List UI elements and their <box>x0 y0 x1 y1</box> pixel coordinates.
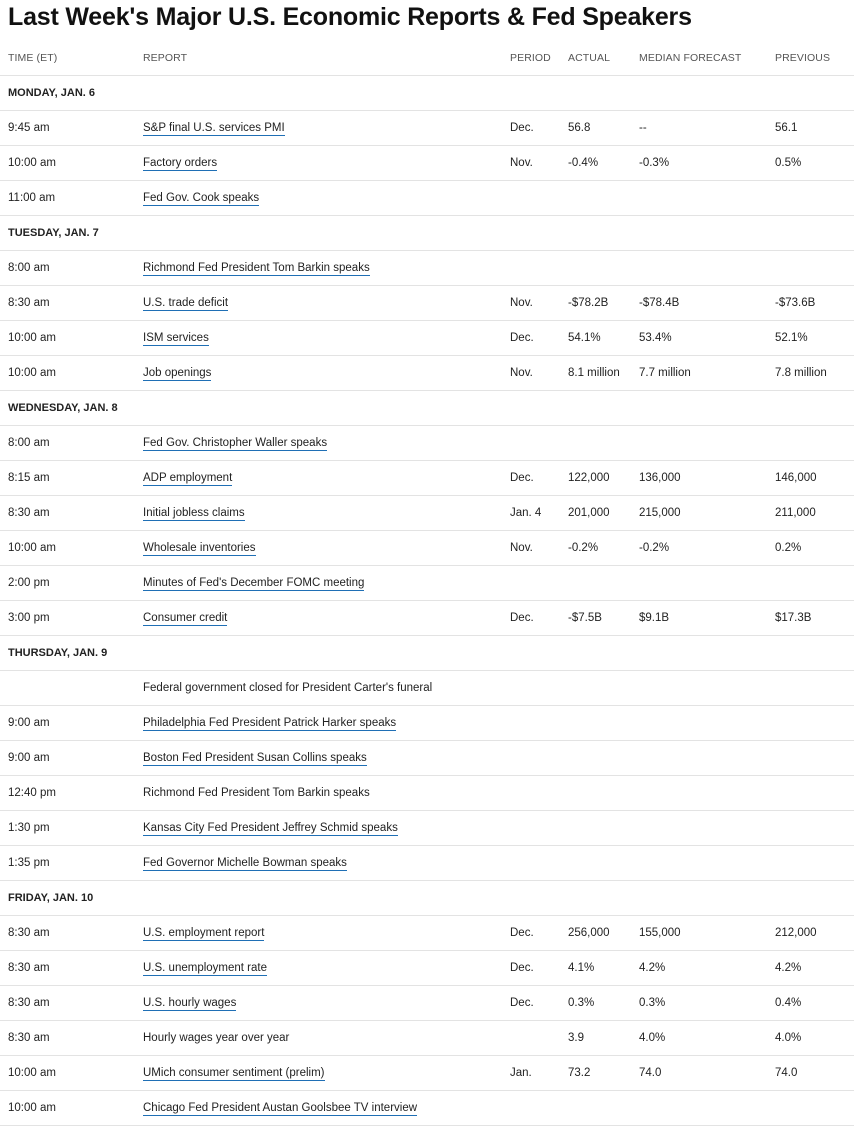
report-text: Richmond Fed President Tom Barkin speaks <box>143 787 370 799</box>
day-label: WEDNESDAY, JAN. 8 <box>0 391 854 426</box>
report-link[interactable]: U.S. hourly wages <box>143 997 237 1009</box>
forecast-cell: 155,000 <box>639 916 775 951</box>
time-cell: 3:00 pm <box>0 601 143 636</box>
column-header-actual: ACTUAL <box>568 41 639 76</box>
report-cell <box>143 566 510 601</box>
report-cell <box>143 181 510 216</box>
period-cell: Dec. <box>510 601 568 636</box>
time-cell: 1:30 pm <box>0 811 143 846</box>
forecast-cell: 4.0% <box>639 1021 775 1056</box>
report-link[interactable]: S&P final U.S. services PMI <box>143 122 285 134</box>
report-link[interactable]: Factory orders <box>143 157 218 169</box>
previous-cell <box>775 566 854 601</box>
report-link[interactable]: U.S. unemployment rate <box>143 962 268 974</box>
actual-cell: 73.2 <box>568 1056 639 1091</box>
time-cell: 11:00 am <box>0 181 143 216</box>
time-cell: 8:30 am <box>0 916 143 951</box>
report-link[interactable]: U.S. trade deficit <box>143 297 229 309</box>
report-cell <box>143 986 510 1021</box>
table-row <box>0 1056 854 1091</box>
report-link[interactable]: Wholesale inventories <box>143 542 256 554</box>
time-cell: 9:00 am <box>0 706 143 741</box>
day-header-row <box>0 881 854 916</box>
period-cell <box>510 811 568 846</box>
actual-cell <box>568 426 639 461</box>
report-link[interactable]: Fed Governor Michelle Bowman speaks <box>143 857 347 869</box>
forecast-cell: -$78.4B <box>639 286 775 321</box>
table-row <box>0 566 854 601</box>
report-cell <box>143 461 510 496</box>
time-cell: 1:35 pm <box>0 846 143 881</box>
table-row <box>0 1091 854 1126</box>
actual-cell: -$78.2B <box>568 286 639 321</box>
table-row <box>0 776 854 811</box>
report-cell <box>143 146 510 181</box>
table-body <box>0 76 854 1126</box>
day-header-row <box>0 76 854 111</box>
previous-cell: 146,000 <box>775 461 854 496</box>
report-link[interactable]: Philadelphia Fed President Patrick Harker speaks <box>143 717 397 729</box>
report-cell <box>143 916 510 951</box>
report-cell <box>143 846 510 881</box>
time-cell: 10:00 am <box>0 146 143 181</box>
report-link[interactable]: Fed Gov. Cook speaks <box>143 192 260 204</box>
report-link[interactable]: Fed Gov. Christopher Waller speaks <box>143 437 328 449</box>
previous-cell: 0.2% <box>775 531 854 566</box>
time-cell: 2:00 pm <box>0 566 143 601</box>
period-cell: Dec. <box>510 986 568 1021</box>
forecast-cell: -0.3% <box>639 146 775 181</box>
previous-cell: 74.0 <box>775 1056 854 1091</box>
report-cell <box>143 951 510 986</box>
report-cell <box>143 671 510 706</box>
table-row <box>0 741 854 776</box>
report-link[interactable]: ADP employment <box>143 472 233 484</box>
report-link[interactable]: Boston Fed President Susan Collins speaks <box>143 752 367 764</box>
report-link[interactable]: Minutes of Fed's December FOMC meeting <box>143 577 365 589</box>
period-cell <box>510 846 568 881</box>
previous-cell: $17.3B <box>775 601 854 636</box>
actual-cell: 4.1% <box>568 951 639 986</box>
report-cell <box>143 111 510 146</box>
time-cell: 9:00 am <box>0 741 143 776</box>
actual-cell: 54.1% <box>568 321 639 356</box>
previous-cell: 211,000 <box>775 496 854 531</box>
period-cell <box>510 706 568 741</box>
previous-cell: 7.8 million <box>775 356 854 391</box>
time-cell: 8:30 am <box>0 1021 143 1056</box>
period-cell <box>510 566 568 601</box>
table-row <box>0 146 854 181</box>
previous-cell <box>775 251 854 286</box>
day-header-row <box>0 391 854 426</box>
report-cell <box>143 1091 510 1126</box>
table-row <box>0 496 854 531</box>
table-row <box>0 811 854 846</box>
time-cell: 8:00 am <box>0 251 143 286</box>
time-cell: 10:00 am <box>0 531 143 566</box>
time-cell: 8:30 am <box>0 951 143 986</box>
actual-cell <box>568 1091 639 1126</box>
table-row <box>0 356 854 391</box>
table-row <box>0 601 854 636</box>
table-row <box>0 916 854 951</box>
table-row <box>0 531 854 566</box>
actual-cell: 122,000 <box>568 461 639 496</box>
previous-cell <box>775 706 854 741</box>
previous-cell <box>775 671 854 706</box>
report-link[interactable]: U.S. employment report <box>143 927 265 939</box>
forecast-cell <box>639 741 775 776</box>
table-row <box>0 1021 854 1056</box>
forecast-cell <box>639 811 775 846</box>
report-cell <box>143 286 510 321</box>
time-cell: 10:00 am <box>0 321 143 356</box>
period-cell: Dec. <box>510 111 568 146</box>
forecast-cell: -0.2% <box>639 531 775 566</box>
table-row <box>0 251 854 286</box>
report-cell <box>143 251 510 286</box>
table-row <box>0 321 854 356</box>
day-label: FRIDAY, JAN. 10 <box>0 881 854 916</box>
actual-cell <box>568 566 639 601</box>
actual-cell: -$7.5B <box>568 601 639 636</box>
previous-cell: 52.1% <box>775 321 854 356</box>
period-cell <box>510 426 568 461</box>
report-cell <box>143 741 510 776</box>
previous-cell: -$73.6B <box>775 286 854 321</box>
forecast-cell <box>639 1091 775 1126</box>
actual-cell: 8.1 million <box>568 356 639 391</box>
period-cell: Dec. <box>510 916 568 951</box>
column-header-report: REPORT <box>143 41 510 76</box>
column-header-previous: PREVIOUS <box>775 41 854 76</box>
report-link[interactable]: Chicago Fed President Austan Goolsbee TV interview <box>143 1102 418 1114</box>
forecast-cell <box>639 181 775 216</box>
table-row <box>0 286 854 321</box>
report-link[interactable]: ISM services <box>143 332 209 344</box>
actual-cell: 3.9 <box>568 1021 639 1056</box>
period-cell <box>510 251 568 286</box>
actual-cell <box>568 251 639 286</box>
table-row <box>0 846 854 881</box>
forecast-cell <box>639 251 775 286</box>
period-cell <box>510 671 568 706</box>
previous-cell <box>775 776 854 811</box>
forecast-cell: 74.0 <box>639 1056 775 1091</box>
report-text: Hourly wages year over year <box>143 1032 290 1044</box>
forecast-cell: 136,000 <box>639 461 775 496</box>
previous-cell <box>775 846 854 881</box>
previous-cell <box>775 1091 854 1126</box>
previous-cell: 0.4% <box>775 986 854 1021</box>
period-cell: Dec. <box>510 321 568 356</box>
time-cell: 10:00 am <box>0 1091 143 1126</box>
forecast-cell: 0.3% <box>639 986 775 1021</box>
previous-cell: 4.0% <box>775 1021 854 1056</box>
actual-cell: 0.3% <box>568 986 639 1021</box>
report-cell <box>143 706 510 741</box>
forecast-cell <box>639 566 775 601</box>
time-cell: 9:45 am <box>0 111 143 146</box>
forecast-cell: 7.7 million <box>639 356 775 391</box>
table-row <box>0 986 854 1021</box>
day-label: THURSDAY, JAN. 9 <box>0 636 854 671</box>
actual-cell: 256,000 <box>568 916 639 951</box>
previous-cell <box>775 181 854 216</box>
table-row <box>0 426 854 461</box>
day-header-row <box>0 636 854 671</box>
period-cell: Nov. <box>510 356 568 391</box>
period-cell <box>510 776 568 811</box>
previous-cell: 56.1 <box>775 111 854 146</box>
time-cell: 8:30 am <box>0 986 143 1021</box>
report-cell <box>143 496 510 531</box>
table-row <box>0 181 854 216</box>
period-cell: Nov. <box>510 286 568 321</box>
actual-cell: 201,000 <box>568 496 639 531</box>
period-cell: Dec. <box>510 951 568 986</box>
time-cell: 8:15 am <box>0 461 143 496</box>
time-cell <box>0 671 143 706</box>
forecast-cell <box>639 776 775 811</box>
period-cell: Nov. <box>510 146 568 181</box>
table-row <box>0 706 854 741</box>
page-title: Last Week's Major U.S. Economic Reports & Fed Speakers <box>8 3 692 31</box>
report-link[interactable]: Initial jobless claims <box>143 507 245 519</box>
previous-cell <box>775 811 854 846</box>
actual-cell: 56.8 <box>568 111 639 146</box>
report-cell <box>143 356 510 391</box>
forecast-cell <box>639 426 775 461</box>
actual-cell: -0.2% <box>568 531 639 566</box>
time-cell: 12:40 pm <box>0 776 143 811</box>
report-text: Federal government closed for President Carter's funeral <box>143 682 433 694</box>
report-link[interactable]: Consumer credit <box>143 612 228 624</box>
table-row <box>0 951 854 986</box>
day-label: TUESDAY, JAN. 7 <box>0 216 854 251</box>
period-cell: Dec. <box>510 461 568 496</box>
forecast-cell <box>639 706 775 741</box>
report-link[interactable]: UMich consumer sentiment (prelim) <box>143 1067 325 1079</box>
period-cell <box>510 1091 568 1126</box>
time-cell: 8:30 am <box>0 496 143 531</box>
period-cell <box>510 741 568 776</box>
report-link[interactable]: Kansas City Fed President Jeffrey Schmid speaks <box>143 822 398 834</box>
column-header-forecast: MEDIAN FORECAST <box>639 41 775 76</box>
period-cell <box>510 181 568 216</box>
previous-cell: 4.2% <box>775 951 854 986</box>
report-cell <box>143 811 510 846</box>
actual-cell <box>568 776 639 811</box>
time-cell: 8:00 am <box>0 426 143 461</box>
header-row <box>0 41 854 76</box>
report-cell <box>143 601 510 636</box>
report-link[interactable]: Job openings <box>143 367 212 379</box>
report-cell <box>143 1021 510 1056</box>
economic-reports-table <box>0 41 854 1126</box>
forecast-cell <box>639 846 775 881</box>
report-cell <box>143 531 510 566</box>
period-cell <box>510 1021 568 1056</box>
actual-cell <box>568 181 639 216</box>
forecast-cell <box>639 671 775 706</box>
forecast-cell: 215,000 <box>639 496 775 531</box>
actual-cell: -0.4% <box>568 146 639 181</box>
forecast-cell: $9.1B <box>639 601 775 636</box>
report-cell <box>143 1056 510 1091</box>
actual-cell <box>568 706 639 741</box>
day-header-row <box>0 216 854 251</box>
table-row <box>0 111 854 146</box>
report-cell <box>143 776 510 811</box>
column-header-period: PERIOD <box>510 41 568 76</box>
actual-cell <box>568 671 639 706</box>
previous-cell: 212,000 <box>775 916 854 951</box>
table-row <box>0 461 854 496</box>
actual-cell <box>568 846 639 881</box>
previous-cell: 0.5% <box>775 146 854 181</box>
time-cell: 10:00 am <box>0 356 143 391</box>
time-cell: 8:30 am <box>0 286 143 321</box>
forecast-cell: -- <box>639 111 775 146</box>
forecast-cell: 4.2% <box>639 951 775 986</box>
actual-cell <box>568 811 639 846</box>
period-cell: Jan. <box>510 1056 568 1091</box>
previous-cell <box>775 741 854 776</box>
time-cell: 10:00 am <box>0 1056 143 1091</box>
report-link[interactable]: Richmond Fed President Tom Barkin speaks <box>143 262 370 274</box>
previous-cell <box>775 426 854 461</box>
day-label: MONDAY, JAN. 6 <box>0 76 854 111</box>
column-header-time: TIME (ET) <box>0 41 143 76</box>
actual-cell <box>568 741 639 776</box>
period-cell: Nov. <box>510 531 568 566</box>
table-row <box>0 671 854 706</box>
report-cell <box>143 426 510 461</box>
report-cell <box>143 321 510 356</box>
forecast-cell: 53.4% <box>639 321 775 356</box>
period-cell: Jan. 4 <box>510 496 568 531</box>
